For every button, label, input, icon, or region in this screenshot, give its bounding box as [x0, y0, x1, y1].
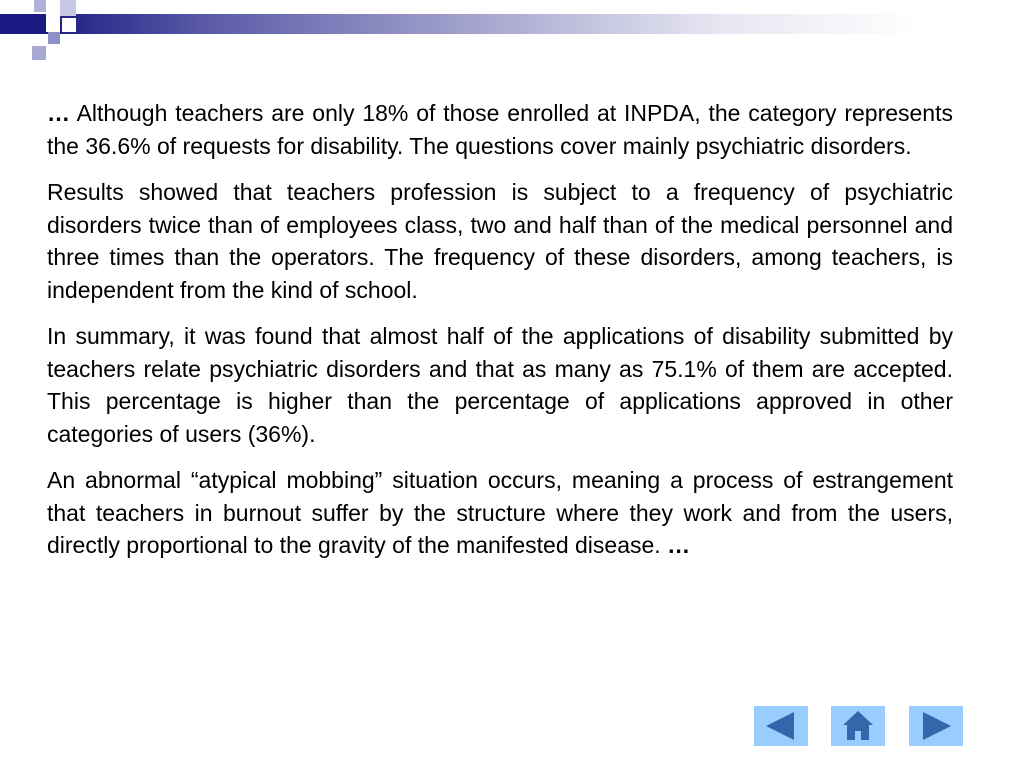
trailing-ellipsis: …	[667, 532, 691, 558]
paragraph-1	[47, 97, 953, 162]
header-gradient-bar	[0, 14, 1024, 34]
header-square-medium	[32, 46, 46, 60]
header-square-white	[62, 18, 76, 32]
header-square-white	[46, 14, 60, 32]
previous-slide-button[interactable]	[754, 706, 808, 746]
header-square-light	[0, 0, 14, 14]
home-icon	[831, 706, 885, 746]
right-arrow-icon	[909, 706, 963, 746]
paragraph-3: In summary, it was found that almost half of the applications of disability submitted by teachers relate psychiatric disorders and that as many as 75.1% of them are accepted. This percentage is higher than the percentage of applications approved in other categories of users (36%).	[47, 323, 953, 447]
paragraph-1-text: Although teachers are only 18% of those enrolled at INPDA, the category represents the 36.6% of requests for disability. The questions cover mainly psychiatric disorders.	[47, 100, 953, 159]
header-square-medium	[48, 32, 60, 44]
header-square-light	[34, 0, 46, 12]
paragraph-4	[47, 464, 953, 562]
header-square-light	[60, 0, 76, 16]
slide-body	[47, 97, 953, 576]
left-arrow-icon	[754, 706, 808, 746]
paragraph-2: Results showed that teachers profession is subject to a frequency of psychiatric disorders twice than of employees class, two and half than of the medical personnel and three times than the operators. The frequency of these disorders, among teachers, is independent from the kind of school.	[47, 179, 953, 303]
header-square-dark	[14, 14, 32, 32]
next-slide-button[interactable]	[909, 706, 963, 746]
leading-ellipsis: …	[47, 100, 70, 126]
paragraph-4-text: An abnormal “atypical mobbing” situation occurs, meaning a process of estrangement that teachers in burnout suffer by the structure where they work and from the users, directly proportional to the gravity of the manifested disease.	[47, 467, 953, 558]
home-button[interactable]	[831, 706, 885, 746]
